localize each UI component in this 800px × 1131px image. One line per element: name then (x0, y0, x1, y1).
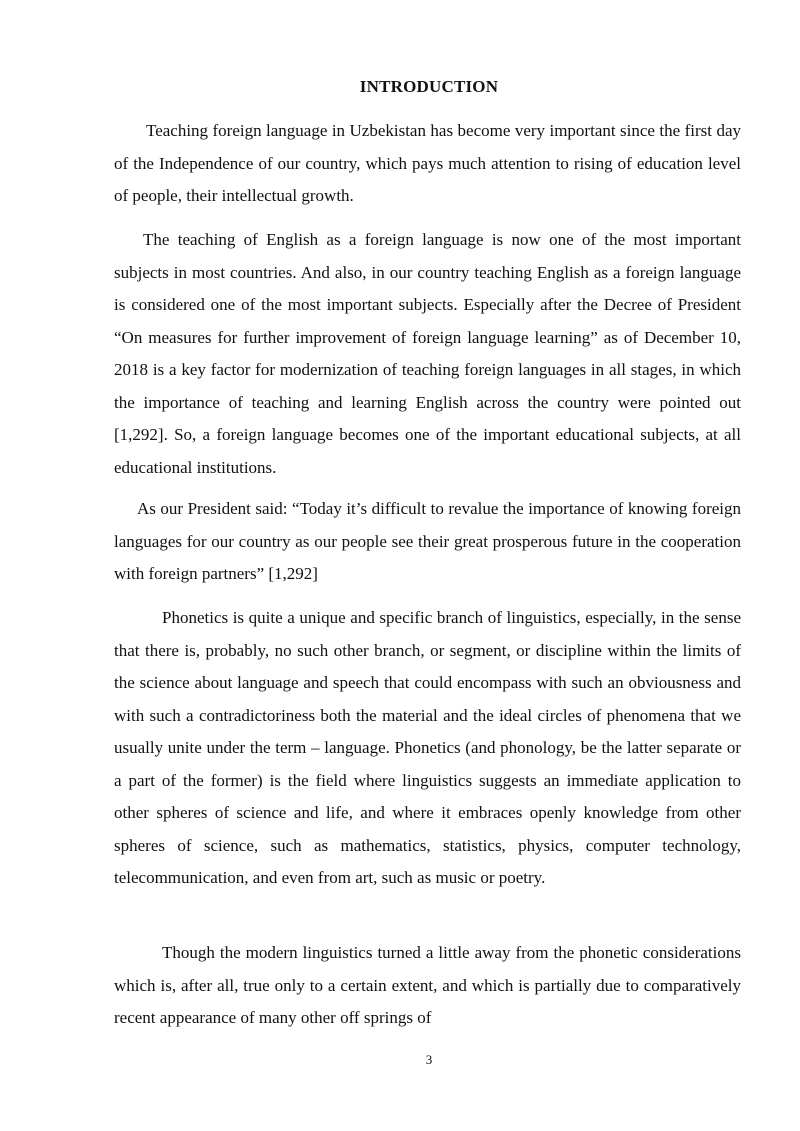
paragraph-2: The teaching of English as a foreign language is now one of the most important subjects in most countries. And also, in our country teaching English as a foreign language is considered one of the most important subjects. Especially after the Decree of President “On measures for further improvement of foreign language learning” as of December 10, 2018 is a key factor for modernization of teaching foreign languages in all stages, in which the importance of teaching and learning English across the country were pointed out [1,292]. So, a foreign language becomes one of the important educational subjects, at all educational institutions. (114, 230, 741, 477)
paragraph-1: Teaching foreign language in Uzbekistan has become very important since the first day of the Independence of our country, which pays much attention to rising of education level of people, their intellectual growth. (114, 121, 741, 205)
paragraph-3: As our President said: “Today it’s difficult to revalue the importance of knowing foreign languages for our country as our people see their great prosperous future in the cooperation with foreign partners” [1,292] (114, 499, 741, 583)
page-title: INTRODUCTION (359, 77, 499, 96)
paragraph-5: Though the modern linguistics turned a little away from the phonetic considerations which is, after all, true only to a certain extent, and which is partially due to comparatively recent appearance of many other off springs of (114, 943, 741, 1027)
page-number: 3 (425, 1052, 433, 1067)
paragraph-4: Phonetics is quite a unique and specific branch of linguistics, especially, in the sense that there is, probably, no such other branch, or segment, or discipline within the limits of the science about language and speech that could encompass with such an obviousness and with such a contradictoriness both the material and the ideal circles of phenomena that we usually unite under the term – language. Phonetics (and phonology, be the latter separate or a part of the former) is the field where linguistics suggests an immediate application to other spheres of science and life, and where it embraces openly knowledge from other spheres of science, such as mathematics, statistics, physics, computer technology, telecommunication, and even from art, such as music or poetry. (114, 608, 741, 887)
